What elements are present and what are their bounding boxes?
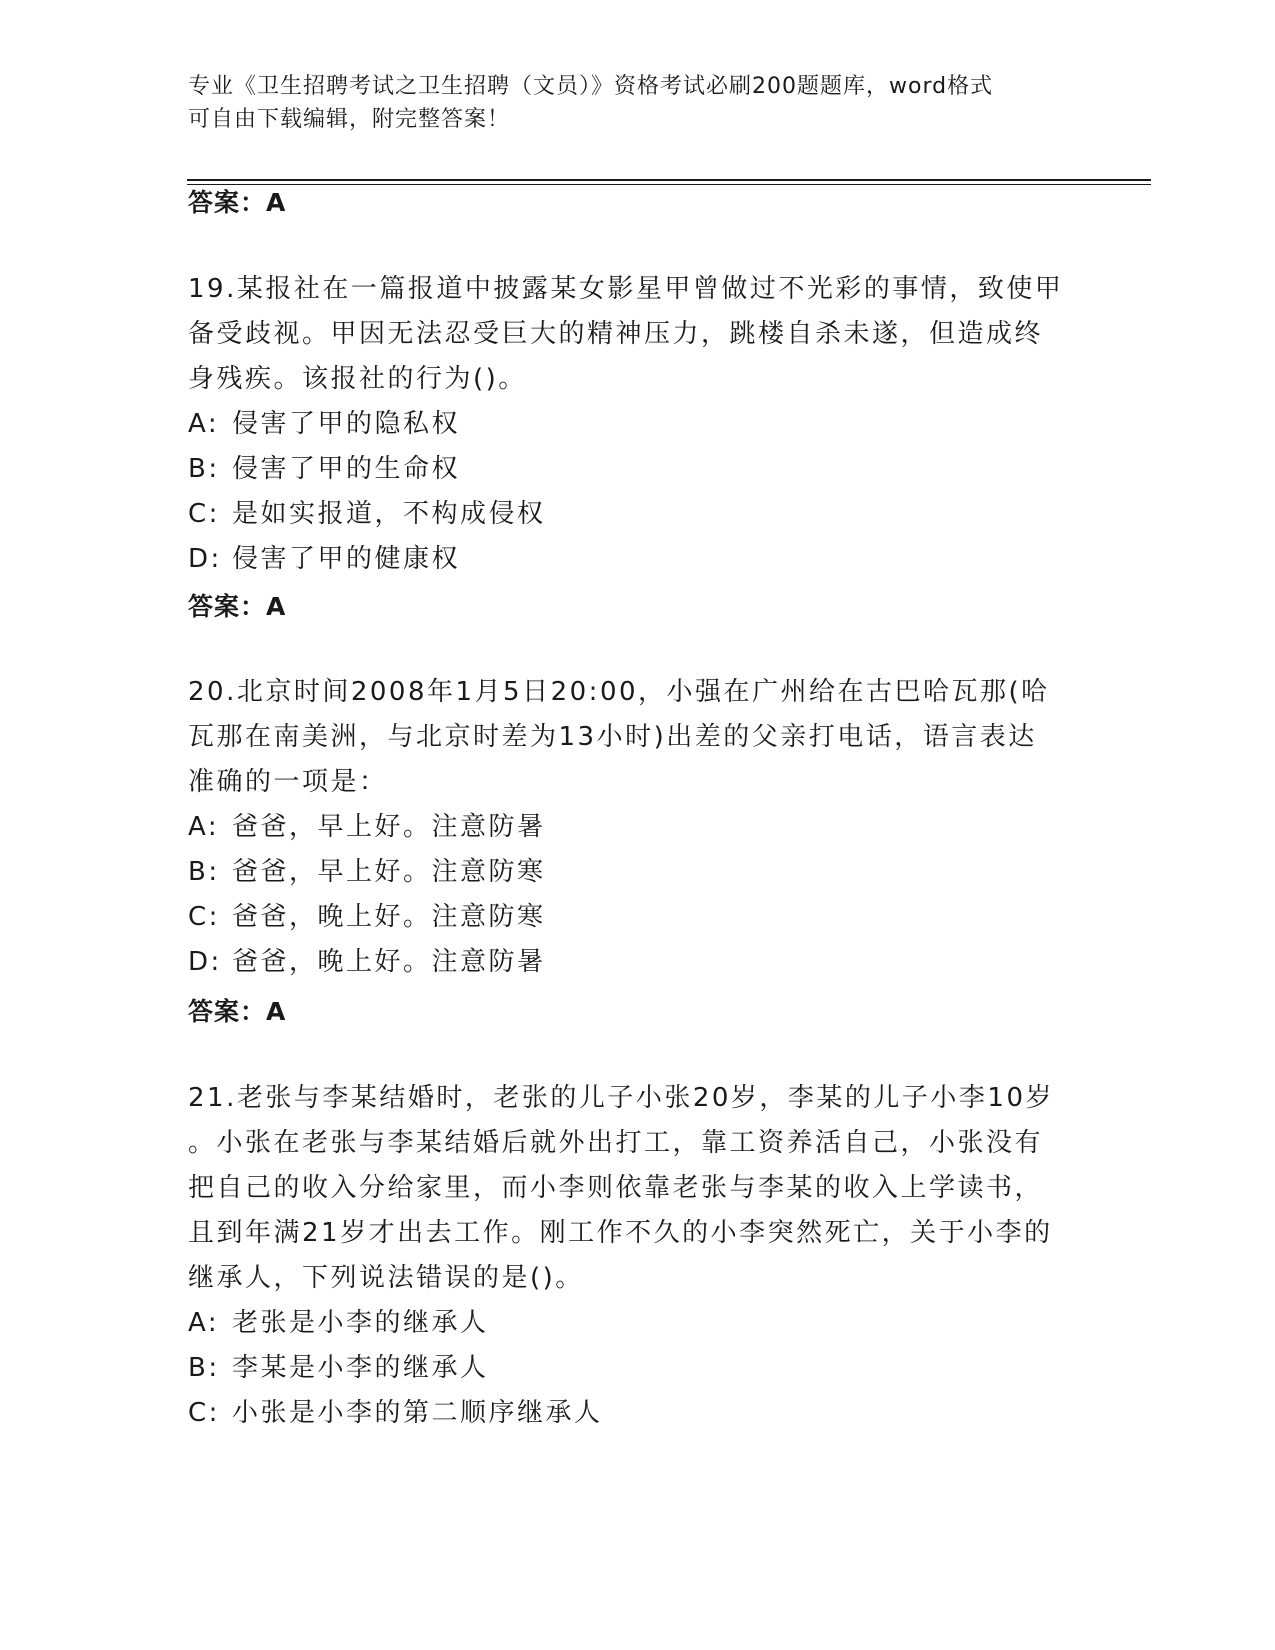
question-text-line: 19.某报社在一篇报道中披露某女影星甲曾做过不光彩的事情，致使甲 [188, 274, 1064, 304]
document-header [188, 70, 1088, 136]
question-19 [188, 267, 1068, 582]
header-line-2: 可自由下载编辑，附完整答案！ [188, 107, 511, 132]
question-text-line: 身残疾。该报社的行为()。 [188, 364, 527, 394]
header-divider-thin [187, 184, 1151, 185]
option-c: C: 是如实报道，不构成侵权 [188, 499, 546, 529]
option-a: A: 爸爸，早上好。注意防暑 [188, 812, 546, 842]
answer-19: 答案：A [188, 592, 287, 621]
option-a: A: 老张是小李的继承人 [188, 1308, 489, 1338]
header-line-1: 专业《卫生招聘考试之卫生招聘（文员）》资格考试必刷200题题库，word格式 [188, 74, 994, 99]
question-21 [188, 1076, 1068, 1436]
question-text-line: 把自己的收入分给家里，而小李则依靠老张与李某的收入上学读书， [188, 1173, 1044, 1203]
answer-20: 答案：A [188, 997, 287, 1026]
header-divider-thick [187, 179, 1151, 181]
answer-previous: 答案：A [188, 188, 287, 217]
question-text-line: 且到年满21岁才出去工作。刚工作不久的小李突然死亡，关于小李的 [188, 1218, 1053, 1248]
option-d: D: 侵害了甲的健康权 [188, 544, 461, 574]
option-d: D: 爸爸，晚上好。注意防暑 [188, 947, 546, 977]
question-text-line: 。小张在老张与李某结婚后就外出打工，靠工资养活自己，小张没有 [188, 1128, 1044, 1158]
option-c: C: 小张是小李的第二顺序继承人 [188, 1398, 603, 1428]
question-text-line: 20.北京时间2008年1月5日20:00，小强在广州给在古巴哈瓦那(哈 [188, 677, 1050, 707]
option-c: C: 爸爸，晚上好。注意防寒 [188, 902, 546, 932]
question-text-line: 继承人，下列说法错误的是()。 [188, 1263, 584, 1293]
question-text-line: 备受歧视。甲因无法忍受巨大的精神压力，跳楼自杀未遂，但造成终 [188, 319, 1044, 349]
option-a: A: 侵害了甲的隐私权 [188, 409, 461, 439]
question-20 [188, 670, 1068, 985]
question-text-line: 21.老张与李某结婚时，老张的儿子小张20岁，李某的儿子小李10岁 [188, 1083, 1055, 1113]
option-b: B: 爸爸，早上好。注意防寒 [188, 857, 546, 887]
option-b: B: 李某是小李的继承人 [188, 1353, 489, 1383]
option-b: B: 侵害了甲的生命权 [188, 454, 461, 484]
question-text-line: 准确的一项是： [188, 767, 388, 797]
question-text-line: 瓦那在南美洲，与北京时差为13小时)出差的父亲打电话，语言表达 [188, 722, 1037, 752]
